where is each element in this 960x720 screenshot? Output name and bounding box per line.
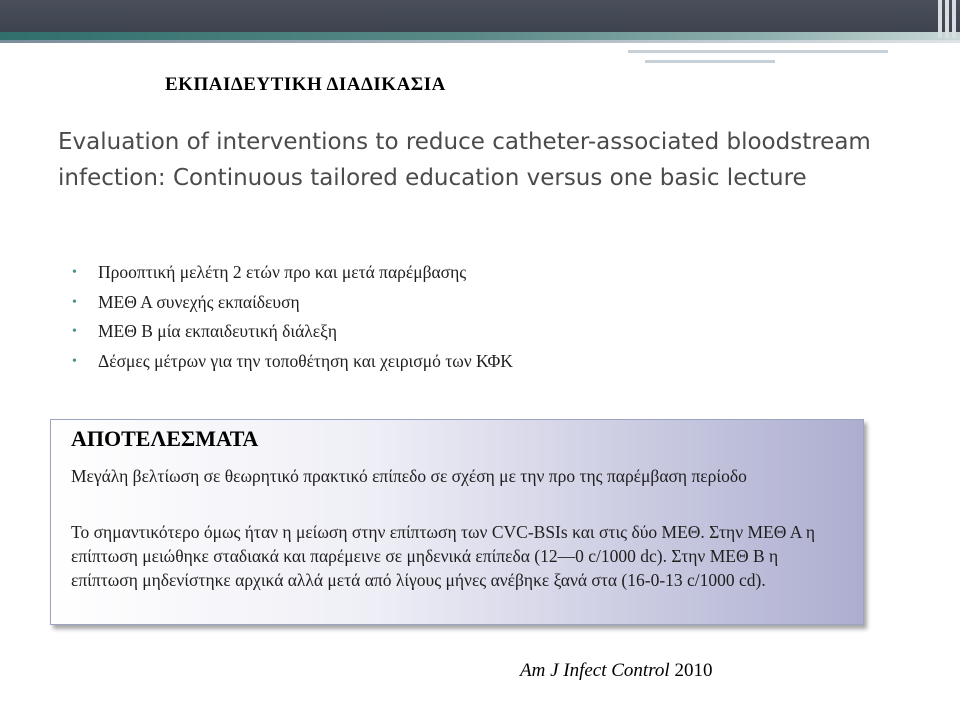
bullet-item: [72, 347, 513, 377]
section-heading: ΕΚΠΑΙΔΕΥΤΙΚΗ ΔΙΑΔΙΚΑΣΙΑ: [165, 74, 446, 95]
bullet-text: Δέσμες μέτρων για την τοποθέτηση και χειρισμό των ΚΦΚ: [98, 350, 513, 371]
slide-title: Evaluation of interventions to reduce catheter-associated bloodstream infection: Continuous tailored education versus one basic lecture: [58, 129, 871, 191]
bullet-item: [72, 288, 513, 318]
results-paragraph: Το σημαντικότερο όμως ήταν η μείωση στην επίπτωση των CVC-BSIs και στις δύο ΜΕΘ. Στην ΜΕΘ Α η επίπτωση μειώθηκε σταδιακά και παρέμεινε σε μηδενικά επίπεδα (12—0 c/1000 dc). Στην ΜΕΘ Β η επίπτωση μηδενίστηκε αρχικά αλλά μετά από λίγους μήνες ανέβηκε ξανά στα (16-0-13 c/1000 cd).: [71, 522, 815, 590]
bullet-dot-icon: •: [72, 324, 77, 339]
decorative-bars: [932, 0, 956, 38]
results-title: ΑΠΟΤΕΛΕΣΜΑΤΑ: [71, 426, 259, 451]
decorative-line: [645, 60, 775, 63]
bullet-list: [72, 258, 513, 376]
citation-journal: Am J Infect Control: [520, 660, 670, 681]
bullet-text: Προοπτική μελέτη 2 ετών προ και μετά παρέμβασης: [98, 262, 467, 282]
accent-line: [0, 32, 960, 40]
bullet-dot-icon: •: [72, 265, 77, 280]
citation: [520, 660, 712, 682]
divider-line: [0, 40, 960, 43]
bullet-dot-icon: •: [72, 294, 77, 310]
top-bar: [0, 0, 960, 32]
citation-year: 2010: [669, 660, 713, 681]
bullet-item: [72, 258, 513, 288]
results-paragraph: Μεγάλη βελτίωση σε θεωρητικό πρακτικό επίπεδο σε σχέση με την προ της παρέμβαση περίοδο: [71, 466, 747, 486]
bullet-dot-icon: •: [72, 353, 77, 369]
bullet-item: [72, 317, 513, 347]
results-box: [50, 419, 864, 625]
decorative-line: [628, 50, 888, 53]
bullet-text: ΜΕΘ Α συνεχής εκπαίδευση: [98, 291, 300, 312]
bullet-text: ΜΕΘ Β μία εκπαιδευτική διάλεξη: [98, 321, 338, 341]
